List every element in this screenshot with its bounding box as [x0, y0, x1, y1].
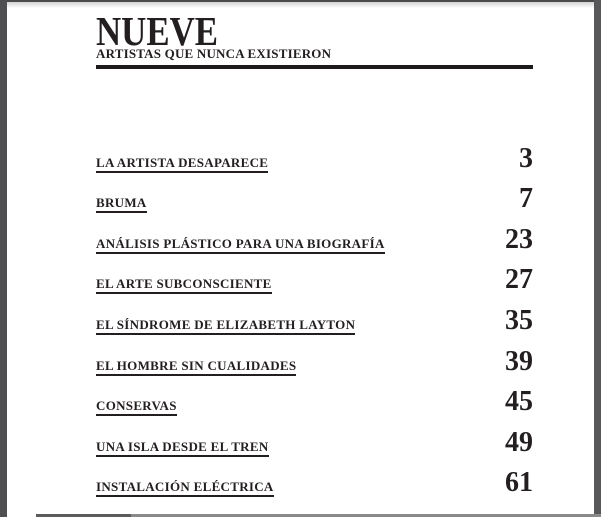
- toc-row: [96, 173, 533, 214]
- toc-entry-title: INSTALACIÓN ELÉCTRICA: [96, 480, 274, 497]
- toc-entry-title: BRUMA: [96, 196, 147, 213]
- table-of-contents: [96, 132, 533, 497]
- toc-entry-page: 39: [505, 345, 533, 377]
- toc-row: [96, 457, 533, 498]
- toc-entry-page: 49: [505, 426, 533, 458]
- title-rule: [96, 65, 533, 69]
- toc-entry-page: 35: [505, 304, 533, 336]
- toc-row: [96, 132, 533, 173]
- toc-row: [96, 376, 533, 417]
- toc-entry-title: EL ARTE SUBCONSCIENTE: [96, 277, 272, 294]
- toc-entry-title: LA ARTISTA DESAPARECE: [96, 156, 268, 173]
- toc-entry-title: CONSERVAS: [96, 399, 177, 416]
- toc-entry-title: EL SÍNDROME DE ELIZABETH LAYTON: [96, 318, 355, 335]
- toc-entry-page: 23: [505, 223, 533, 255]
- toc-entry-page: 61: [505, 467, 533, 499]
- window-right-edge: [594, 0, 601, 517]
- toc-row: [96, 416, 533, 457]
- toc-entry-page: 45: [505, 386, 533, 418]
- book-title: NUEVE: [96, 8, 219, 54]
- toc-entry-page: 7: [519, 183, 533, 215]
- toc-entry-title: UNA ISLA DESDE EL TREN: [96, 440, 269, 457]
- book-subtitle: ARTISTAS QUE NUNCA EXISTIERON: [96, 46, 332, 61]
- toc-row: [96, 294, 533, 335]
- window-left-edge: [0, 0, 7, 517]
- toc-entry-page: 27: [505, 264, 533, 296]
- toc-entry-title: ANÁLISIS PLÁSTICO PARA UNA BIOGRAFÍA: [96, 237, 385, 254]
- toc-row: [96, 213, 533, 254]
- toc-row: [96, 335, 533, 376]
- toc-entry-page: 3: [519, 142, 533, 174]
- toc-row: [96, 254, 533, 295]
- toc-entry-title: EL HOMBRE SIN CUALIDADES: [96, 359, 296, 376]
